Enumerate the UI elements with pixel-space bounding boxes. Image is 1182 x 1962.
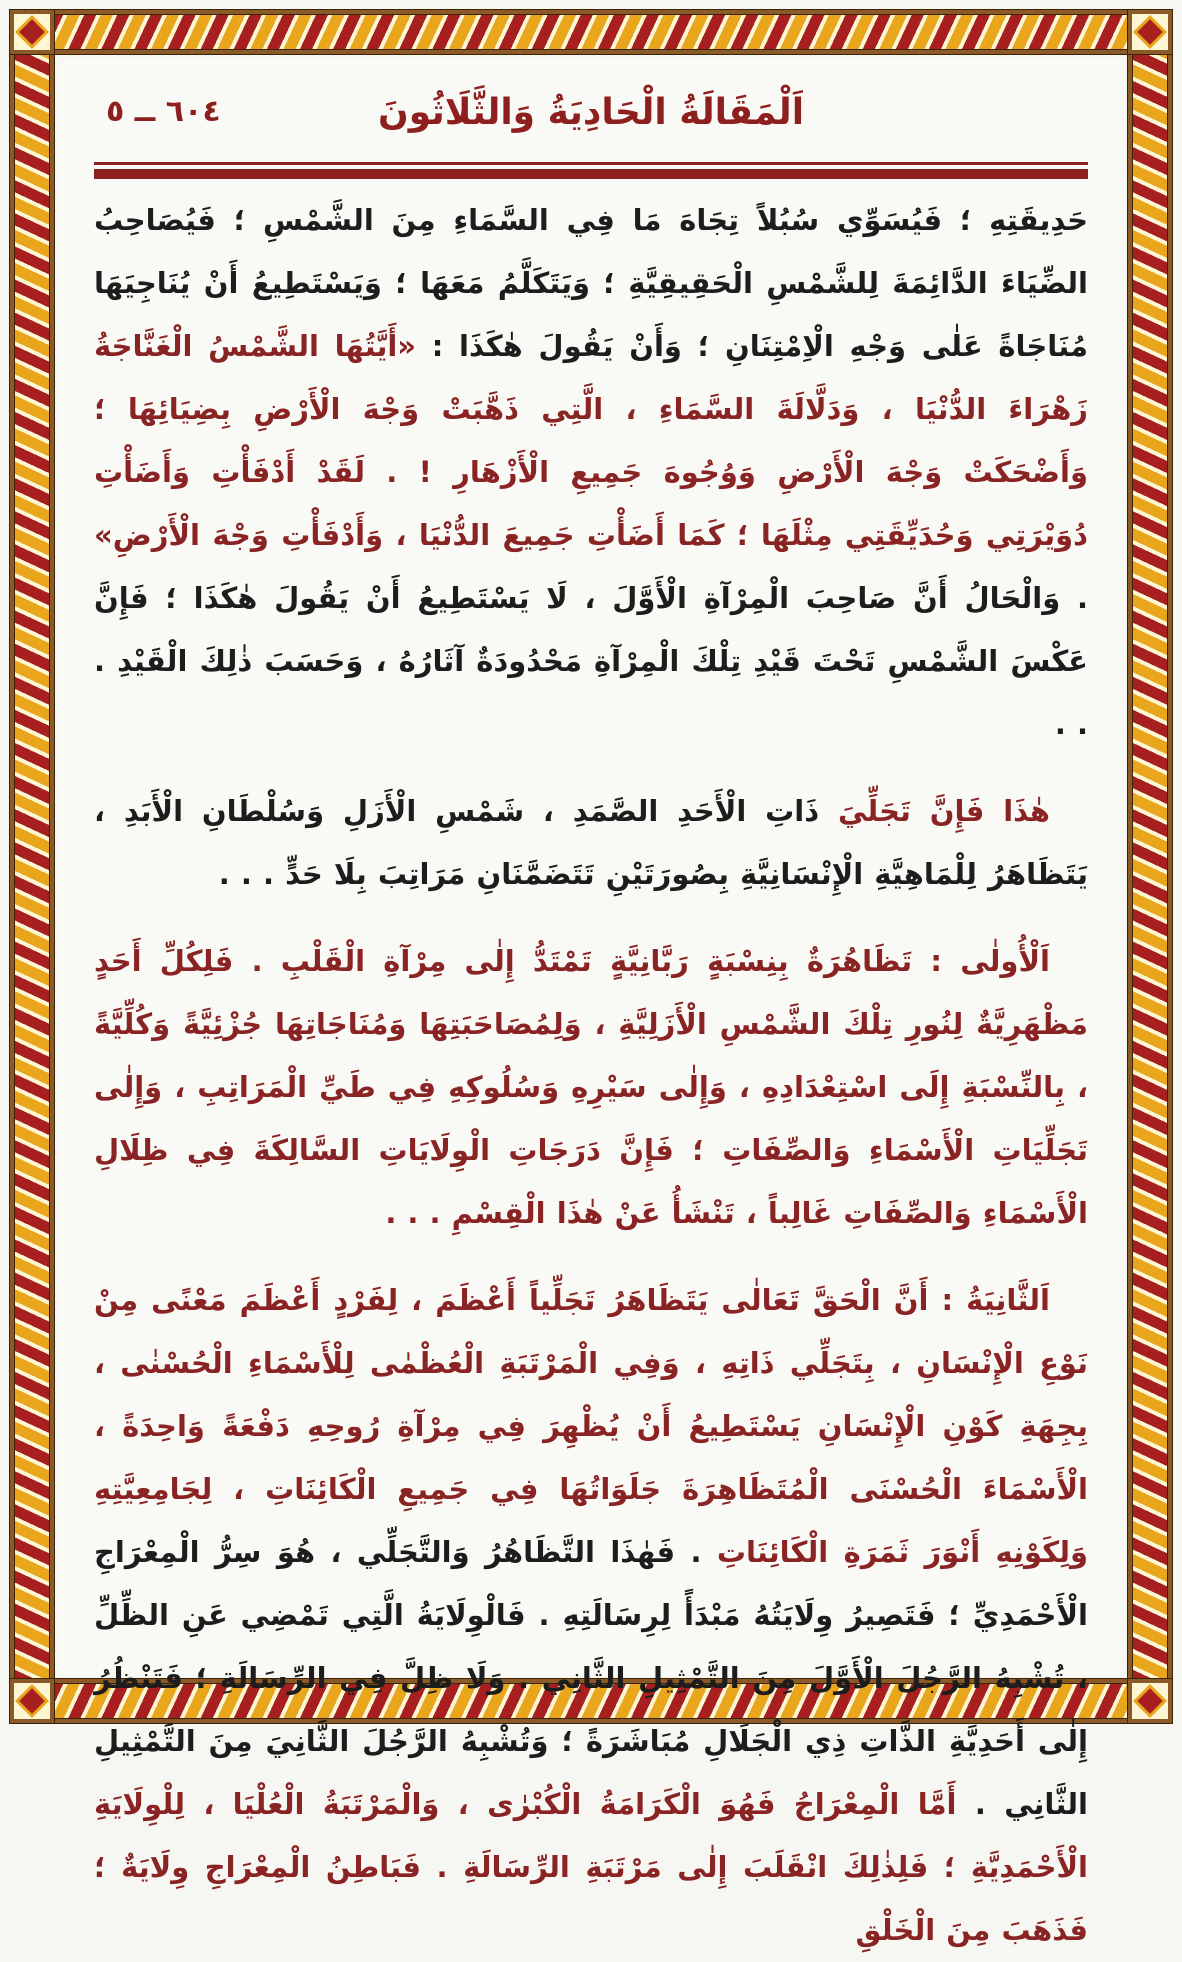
border-corner-bottom-right <box>1128 1679 1172 1723</box>
text-run-red: اَلْأُولٰى : تَظَاهُرَةٌ بِنِسْبَةٍ رَبَّانِيَّةٍ تَمْتَدُّ إِلٰى مِرْآةِ الْقَلْبِ . فَلِكُلِّ أَحَدٍ مَظْهَرِيَّةٌ لِنُورِ تِلْكَ الشَّمْسِ الْأَزَلِيَّةِ ، وَلِمُصَاحَبَتِهَا وَمُنَاجَاتِهَا جُزْئِيَّةً وَكُلِّيَّةً ، بِالنِّسْبَةِ إِلَى اسْتِعْدَادِهِ ، وَإِلٰى سَيْرِهِ وَسُلُوكِهِ فِي طَيِّ الْمَرَاتِبِ ، وَإِلٰى تَجَلِّيَاتِ الْأَسْمَاءِ وَالصِّفَاتِ ؛ فَإِنَّ دَرَجَاتِ الْوِلَايَاتِ السَّالِكَةَ فِي ظِلَالِ الْأَسْمَاءِ وَالصِّفَاتِ غَالِباً ، تَنْشَأُ عَنْ هٰذَا الْقِسْمِ . . . <box>94 944 1088 1230</box>
body-text <box>94 189 1088 1962</box>
page-number: ٦٠٤ ــ ٥ <box>106 94 221 129</box>
paragraph <box>94 930 1088 1245</box>
text-run-red: أَمَّا الْمِعْرَاجُ فَهُوَ الْكَرَامَةُ الْكُبْرٰى ، وَالْمَرْتَبَةُ الْعُلْيَا ، لِلْوِلَايَةِ الْأَحْمَدِيَّةِ ؛ فَلِذٰلِكَ انْقَلَبَ إِلٰى مَرْتَبَةِ الرِّسَالَةِ . فَبَاطِنُ الْمِعْرَاجِ وِلَايَةٌ ؛ فَذَهَبَ مِنَ الْخَلْقِ <box>94 1787 1088 1947</box>
text-run-red: «أَيَّتُهَا الشَّمْسُ الْغَنَّاجَةُ زَهْرَاءَ الدُّنْيَا ، وَدَلَّالَةَ السَّمَاءِ ، الَّتِي ذَهَّبَتْ وَجْهَ الْأَرْضِ بِضِيَائِهَا ؛ وَأَضْحَكَتْ وَجْهَ الْأَرْضِ وَوُجُوهَ جَمِيعِ الْأَزْهَارِ ! . لَقَدْ أَدْفَأْتِ وَأَضَأْتِ دُوَيْرَتِي وَحُدَيِّقَتِي مِثْلَهَا ؛ كَمَا أَضَأْتِ جَمِيعَ الدُّنْيَا ، وَأَدْفَأْتِ وَجْهَ الْأَرْضِ» <box>94 329 1088 552</box>
text-run-black: . وَالْحَالُ أَنَّ صَاحِبَ الْمِرْآةِ الْأَوَّلَ ، لَا يَسْتَطِيعُ أَنْ يَقُولَ هٰكَذَا ؛ فَإِنَّ عَكْسَ الشَّمْسِ تَحْتَ قَيْدِ تِلْكَ الْمِرْآةِ مَحْدُودَةٌ آثَارُهُ ، وَحَسَبَ ذٰلِكَ الْقَيْدِ . . . <box>94 581 1088 741</box>
text-run-red: اَلثَّانِيَةُ : أَنَّ الْحَقَّ تَعَالٰى يَتَظَاهَرُ تَجَلِّياً أَعْظَمَ ، لِفَرْدٍ أَعْظَمَ مَعْنًى مِنْ نَوْعِ الْإِنْسَانِ ، بِتَجَلِّي ذَاتِهِ ، وَفِي الْمَرْتَبَةِ الْعُظْمٰى لِلْأَسْمَاءِ الْحُسْنٰى ، بِجِهَةِ كَوْنِ الْإِنْسَانِ يَسْتَطِيعُ أَنْ يُظْهِرَ فِي مِرْآةِ رُوحِهِ دَفْعَةً وَاحِدَةً ، الْأَسْمَاءَ الْحُسْنَى الْمُتَظَاهِرَةَ جَلَوَاتُهَا فِي جَمِيعِ الْكَائِنَاتِ ، لِجَامِعِيَّتِهِ وَلِكَوْنِهِ أَنْوَرَ ثَمَرَةِ الْكَائِنَاتِ <box>94 1283 1088 1569</box>
border-top <box>10 10 1172 54</box>
border-left <box>10 10 54 1723</box>
text-run-black: حَدِيقَتِهِ ؛ فَيُسَوِّي سُبُلاً تِجَاهَ مَا فِي السَّمَاءِ مِنَ الشَّمْسِ ؛ فَيُصَاحِبُ الضِّيَاءَ الدَّائِمَةَ لِلشَّمْسِ الْحَقِيقِيَّةِ ؛ وَيَتَكَلَّمُ مَعَهَا ؛ وَيَسْتَطِيعُ أَنْ يُنَاجِيَهَا مُنَاجَاةً عَلٰى وَجْهِ الْاِمْتِنَانِ ؛ وَأَنْ يَقُولَ هٰكَذَا : <box>94 203 1088 363</box>
border-corner-top-left <box>10 10 54 54</box>
paragraph <box>94 189 1088 756</box>
page-title: اَلْمَقَالَةُ الْحَادِيَةُ وَالثَّلَاثُونَ <box>377 92 805 133</box>
title-divider <box>94 162 1088 179</box>
page-header <box>94 76 1088 154</box>
text-run-black: ذَاتِ الْأَحَدِ الصَّمَدِ ، شَمْسِ الْأَزَلِ وَسُلْطَانِ الْأَبَدِ ، يَتَظَاهَرُ لِلْمَاهِيَّةِ الْإِنْسَانِيَّةِ بِصُورَتَيْنِ تَتَضَمَّنَانِ مَرَاتِبَ بِلَا حَدٍّ . . . <box>94 794 1088 891</box>
page-content <box>58 58 1124 1947</box>
border-corner-bottom-left <box>10 1679 54 1723</box>
border-corner-top-right <box>1128 10 1172 54</box>
text-run-black: . فَهٰذَا التَّظَاهُرُ وَالتَّجَلِّي ، هُوَ سِرُّ الْمِعْرَاجِ الْأَحْمَدِيِّ ؛ فَتَصِيرُ وِلَايَتُهُ مَبْدَأً لِرِسَالَتِهِ . فَالْوِلَايَةُ الَّتِي تَمْضِي عَنِ الظِّلِّ ، تُشْبِهُ الرَّجُلَ الْأَوَّلَ مِنَ التَّمْثِيلِ الثَّانِي . وَلَا ظِلَّ فِي الرِّسَالَةِ ؛ فَتَنْظُرُ إِلٰى أَحَدِيَّةِ الذَّاتِ ذِي الْجَلَالِ مُبَاشَرَةً ؛ وَتُشْبِهُ الرَّجُلَ الثَّانِيَ مِنَ التَّمْثِيلِ الثَّانِي . <box>94 1535 1088 1821</box>
border-right <box>1128 10 1172 1723</box>
paragraph <box>94 780 1088 906</box>
text-run-red: هٰذَا فَإِنَّ تَجَلِّيَ <box>819 794 1050 828</box>
paragraph <box>94 1269 1088 1962</box>
